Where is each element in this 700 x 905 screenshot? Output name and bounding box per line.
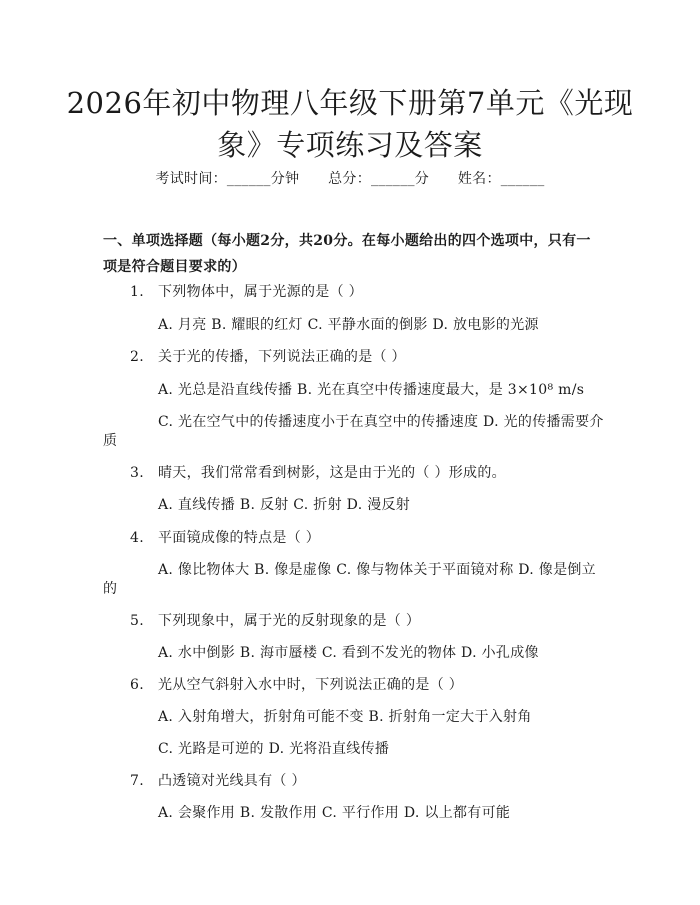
question-3-options: A. 直线传播 B. 反射 C. 折射 D. 漫反射: [158, 497, 411, 513]
question-4: [130, 527, 320, 547]
question-7: [130, 770, 306, 790]
question-text: 光从空气斜射入水中时，下列说法正确的是（ ）: [158, 677, 464, 693]
question-1-options: A. 月亮 B. 耀眼的红灯 C. 平静水面的倒影 D. 放电影的光源: [158, 317, 539, 333]
question-number: 6.: [130, 677, 144, 693]
question-1: [130, 281, 363, 301]
question-2-options-line2: C. 光在空气中的传播速度小于在真空中的传播速度 D. 光的传播需要介: [158, 414, 604, 430]
section-title: 一、单项选择题（每小题2分，共20分。在每小题给出的四个选项中，只有一项是符合题目要求的）: [103, 233, 591, 275]
exam-meta: [0, 168, 700, 188]
total-score: 总分：______分: [328, 171, 430, 187]
question-6-options-line2: C. 光路是可逆的 D. 光将沿直线传播: [158, 741, 390, 757]
question-2-options-wrap: 质: [103, 433, 118, 449]
question-3: [130, 462, 506, 482]
question-text: 关于光的传播，下列说法正确的是（ ）: [158, 349, 406, 365]
question-2: [130, 346, 406, 366]
question-5-options: A. 水中倒影 B. 海市蜃楼 C. 看到不发光的物体 D. 小孔成像: [158, 645, 539, 661]
question-number: 3.: [130, 465, 144, 481]
question-number: 1.: [130, 284, 144, 300]
document-title: 2026年初中物理八年级下册第7单元《光现象》专项练习及答案: [66, 86, 634, 162]
question-text: 凸透镜对光线具有（ ）: [158, 773, 306, 789]
question-6: [130, 674, 463, 694]
question-7-options: A. 会聚作用 B. 发散作用 C. 平行作用 D. 以上都有可能: [158, 805, 511, 821]
question-number: 2.: [130, 349, 144, 365]
question-4-options-line1: A. 像比物体大 B. 像是虚像 C. 像与物体关于平面镜对称 D. 像是倒立: [158, 562, 596, 578]
question-text: 平面镜成像的特点是（ ）: [158, 530, 321, 546]
question-number: 4.: [130, 530, 144, 546]
question-6-options-line1: A. 入射角增大，折射角可能不变 B. 折射角一定大于入射角: [158, 709, 532, 725]
question-text: 下列物体中，属于光源的是（ ）: [158, 284, 363, 300]
student-name: 姓名：______: [457, 171, 545, 187]
question-number: 5.: [130, 613, 144, 629]
question-4-options-wrap: 的: [103, 581, 118, 597]
question-number: 7.: [130, 773, 144, 789]
question-5: [130, 610, 420, 630]
exam-time: 考试时间：______分钟: [155, 171, 300, 187]
question-text: 下列现象中，属于光的反射现象的是（ ）: [158, 613, 421, 629]
question-text: 晴天，我们常常看到树影，这是由于光的（ ）形成的。: [158, 465, 506, 481]
question-2-options-line1: A. 光总是沿直线传播 B. 光在真空中传播速度最大，是 3×10⁸ m/s: [158, 382, 585, 398]
